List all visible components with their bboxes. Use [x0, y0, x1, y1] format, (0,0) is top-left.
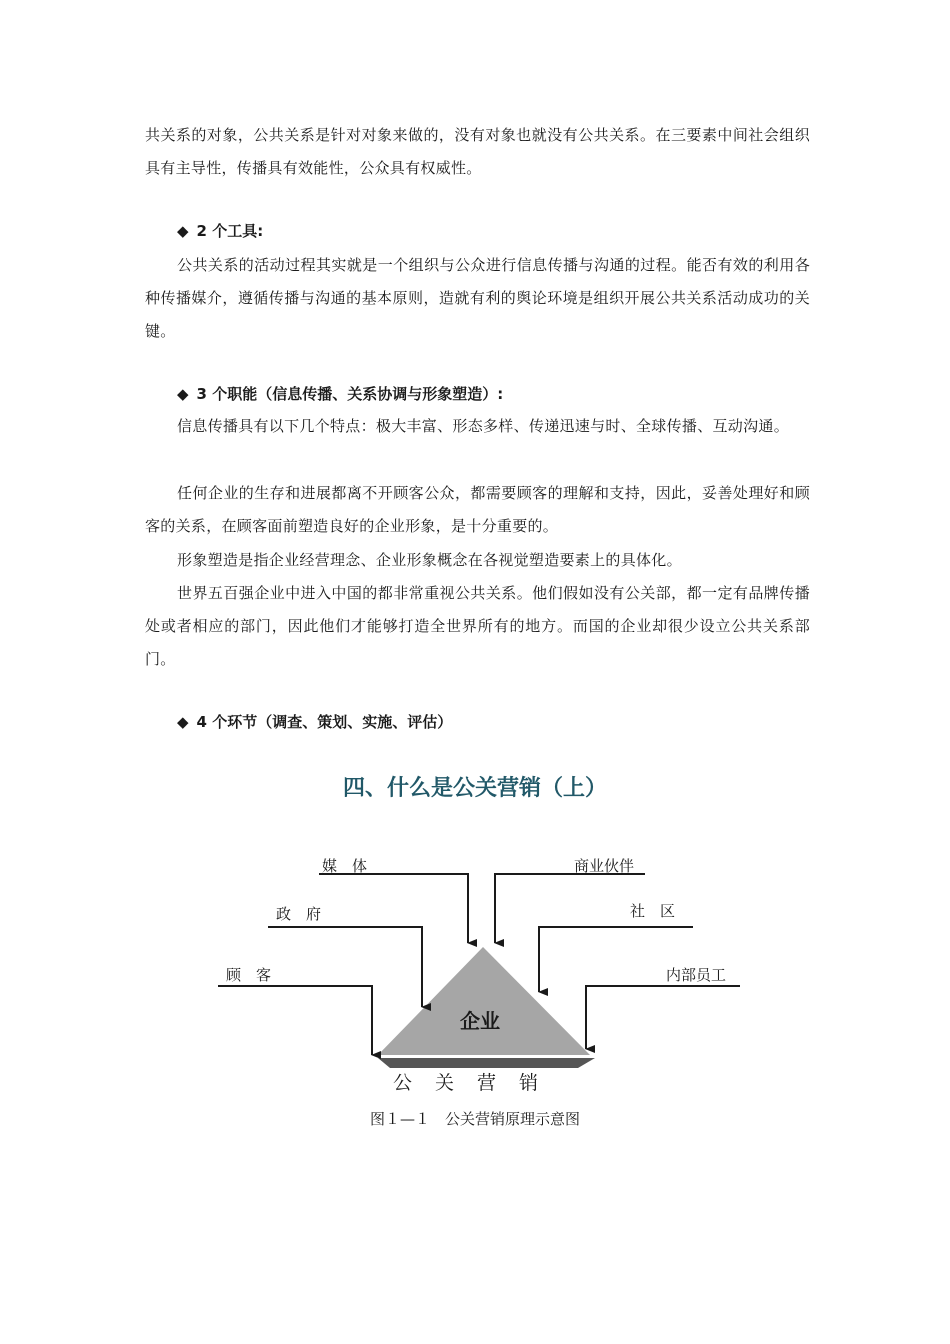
label-customer: 顾 客 [226, 966, 272, 984]
arrow-customer [218, 986, 372, 1055]
bullet-heading-tools [177, 216, 263, 246]
arrow-media [319, 874, 468, 943]
arrow-partner [495, 874, 645, 943]
pr-marketing-diagram [200, 845, 760, 1105]
paragraph-6: 世界五百强企业中进入中国的都非常重视公共关系。他们假如没有公关部，都一定有品牌传播处或者相应的部门，因此他们才能够打造全世界所有的地方。而国的企业却很少设立公共关系部门。 [145, 584, 810, 668]
diamond-bullet-icon: ◆ [177, 222, 189, 240]
paragraph-1: 共关系的对象，公共关系是针对对象来做的，没有对象也就没有公共关系。在三要素中间社会组织具有主导性，传播具有效能性，公众具有权威性。 [145, 126, 810, 177]
diamond-bullet-icon: ◆ [177, 713, 189, 731]
figure-caption: 图１—１ 公关营销原理示意图 [369, 1110, 580, 1128]
paragraph-4: 任何企业的生存和进展都离不开顾客公众，都需要顾客的理解和支持，因此，妥善处理好和顾客的关系，在顾客面前塑造良好的企业形象，是十分重要的。 [145, 484, 810, 535]
label-government: 政 府 [276, 905, 322, 923]
label-enterprise: 企业 [460, 1009, 500, 1033]
bullet-heading-steps-text: 4 个环节（调查、策划、实施、评估） [196, 713, 453, 731]
label-pr-marketing: 公 关 营 销 [393, 1072, 541, 1094]
paragraph-5: 形象塑造是指企业经营理念、企业形象概念在各视觉塑造要素上的具体化。 [177, 551, 682, 569]
bullet-heading-functions [177, 379, 503, 409]
base-shadow [378, 1058, 595, 1068]
arrow-government [268, 927, 422, 1007]
enterprise-triangle [378, 947, 590, 1055]
label-partner: 商业伙伴 [574, 857, 635, 875]
label-staff: 内部员工 [666, 966, 727, 984]
bullet-heading-tools-text: 2 个工具: [196, 222, 264, 240]
section-title: 四、什么是公关营销（上） [342, 776, 607, 801]
label-community: 社 区 [630, 902, 676, 920]
paragraph-3: 信息传播具有以下几个特点：极大丰富、形态多样、传递迅速与时、全球传播、互动沟通。 [177, 417, 790, 435]
diamond-bullet-icon: ◆ [177, 385, 189, 403]
paragraph-2: 公共关系的活动过程其实就是一个组织与公众进行信息传播与沟通的过程。能否有效的利用各种传播媒介，遵循传播与沟通的基本原则，造就有利的舆论环境是组织开展公共关系活动成功的关键。 [145, 256, 810, 340]
bullet-heading-steps [177, 707, 452, 737]
bullet-heading-functions-text: 3 个职能（信息传播、关系协调与形象塑造）: [196, 385, 504, 403]
label-media: 媒 体 [322, 857, 368, 875]
arrow-staff [586, 986, 740, 1049]
